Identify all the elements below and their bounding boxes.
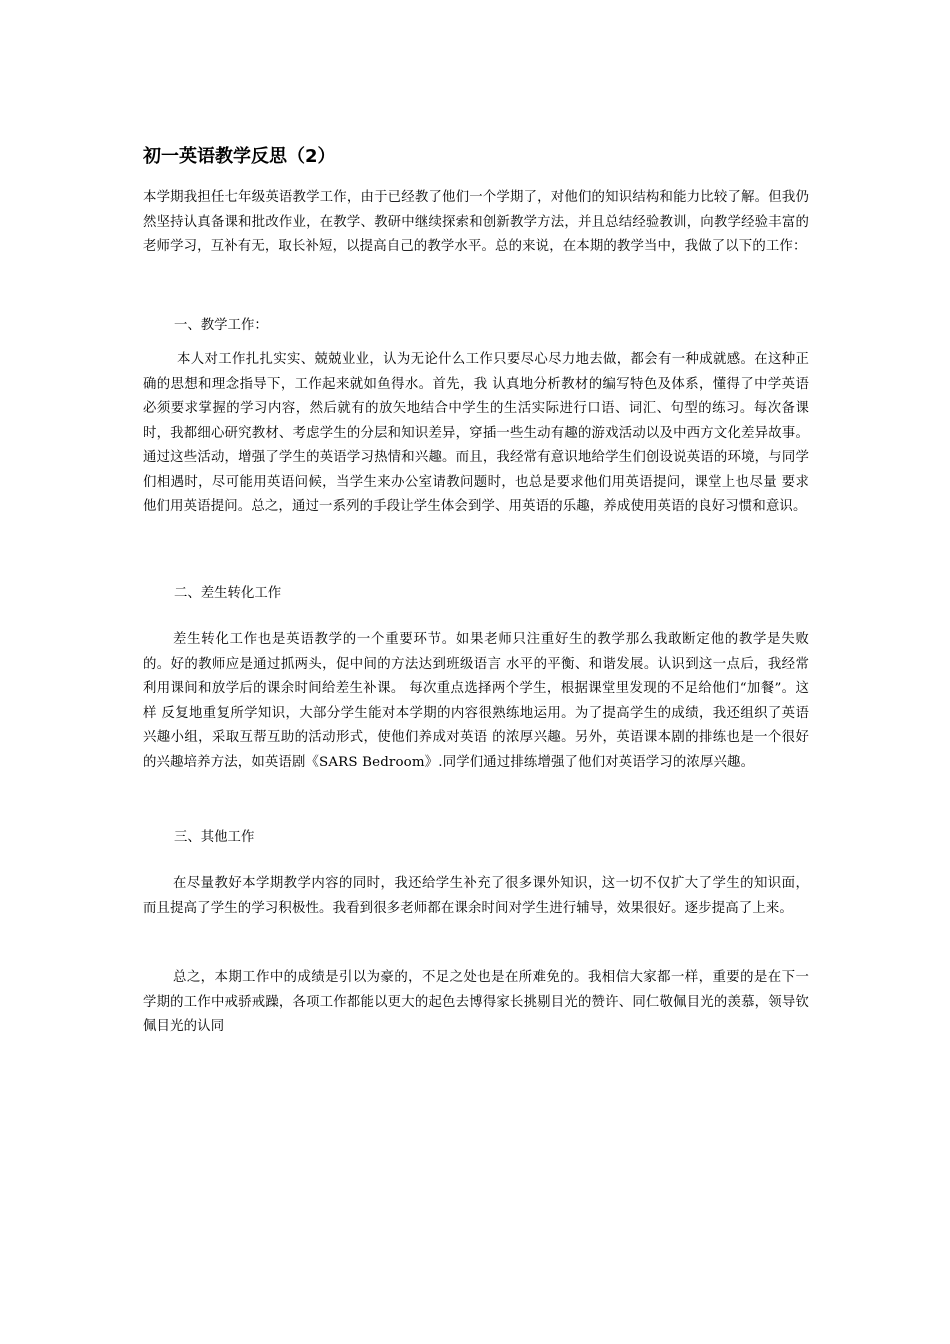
section-body-other: 在尽量教好本学期教学内容的同时，我还给学生补充了很多课外知识，这一切不仅扩大了学生的知识面，而且提高了学生的学习积极性。我看到很多老师都在课余时间对学生进行辅导，效果很好。逐步提高了上来。 (143, 876, 809, 916)
section-body-remedial: 差生转化工作也是英语教学的一个重要环节。如果老师只注重好生的教学那么我敢断定他的教学是失败的。好的教师应是通过抓两头，促中间的方法达到班级语言 水平的平衡、和谐发展。认识到这一点后，我经常利用课间和放学后的课余时间给差生补课。 每次重点选择两个学生，根据课堂里发现的不足给他们“加餐”。这样 反复地重复所学知识，大部分学生能对本学期的内容很熟练地运用。为了提高学生的成绩，我还组织了英语兴趣小组，采取互帮互助的活动形式，使他们养成对英语 的浓厚兴趣。另外，英语课本剧的排练也是一个很好的兴趣培养方法，如英语剧《SARS Bedroom》.同学们通过排练增强了他们对英语学习的浓厚兴趣。 (143, 632, 809, 770)
section-heading-remedial: 二、差生转化工作 (174, 586, 282, 601)
section-body-teaching: 本人对工作扎扎实实、兢兢业业，认为无论什么工作只要尽心尽力地去做，都会有一种成就感。在这种正确的思想和理念指导下，工作起来就如鱼得水。首先，我 认真地分析教材的编写特色及体系，懂得了中学英语必须要求掌握的学习内容，然后就有的放矢地结合中学生的生活实际进行口语、词汇、句型的练习。每次备课 时，我都细心研究教材、考虑学生的分层和知识差异，穿插一些生动有趣的游戏活动以及中西方文化差异故事。通过这些活动，增强了学生的英语学习热情和兴趣。而且，我经常有意识地给学生们创设说英语的环境，与同学们相遇时，尽可能用英语问候，当学生来办公室请教问题时，也总是要求他们用英语提问，课堂上也尽量 要求他们用英语提问。总之，通过一系列的手段让学生体会到学、用英语的乐趣，养成使用英语的良好习惯和意识。 (143, 352, 809, 514)
document-title: 初一英语教学反思（2） (143, 146, 336, 167)
section-heading-teaching: 一、教学工作： (174, 318, 268, 333)
intro-paragraph: 本学期我担任七年级英语教学工作，由于已经教了他们一个学期了，对他们的知识结构和能力比较了解。但我仍然坚持认真备课和批改作业，在教学、教研中继续探索和创新教学方法，并且总结经验教训，向教学经验丰富的老师学习，互补有无，取长补短，以提高自己的教学水平。总的来说，在本期的教学当中，我做了以下的工作： (143, 190, 809, 254)
section-heading-other: 三、其他工作 (174, 830, 255, 845)
conclusion-paragraph: 总之，本期工作中的成绩是引以为豪的，不足之处也是在所难免的。我相信大家都一样，重要的是在下一学期的工作中戒骄戒躁，各项工作都能以更大的起色去博得家长挑剔目光的赞许、同仁敬佩目光的羡慕，领导钦佩目光的认同 (143, 970, 809, 1034)
